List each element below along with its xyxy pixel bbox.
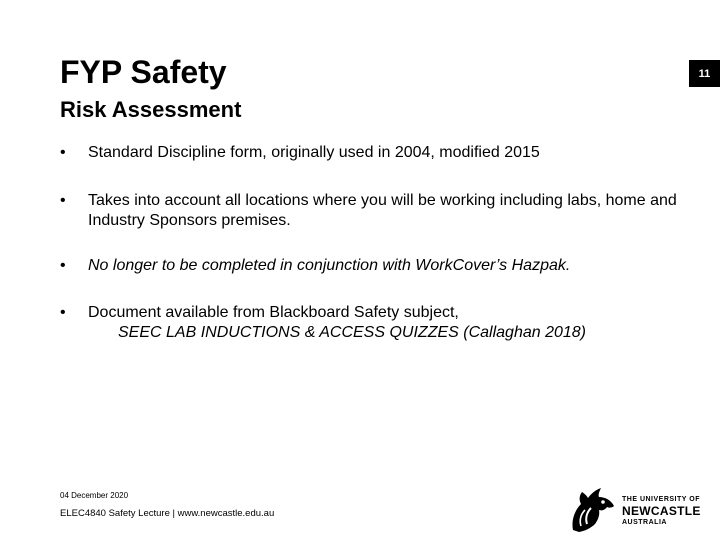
logo-wordmark	[622, 496, 701, 526]
bullet-text-line: Document available from Blackboard Safety subject,	[88, 304, 459, 321]
bullet-marker: •	[60, 257, 66, 274]
logo-line: THE UNIVERSITY OF	[622, 496, 700, 503]
university-logo	[567, 484, 702, 534]
bullet-text: No longer to be completed in conjunction with WorkCover’s Hazpak.	[88, 257, 571, 274]
footer-date: 04 December 2020	[60, 491, 129, 500]
bullet-marker: •	[60, 304, 66, 321]
bullet-text	[88, 303, 678, 343]
bullet-marker: •	[60, 144, 66, 161]
page-number-badge	[689, 60, 720, 87]
page-number: 11	[698, 67, 711, 80]
logo-line: AUSTRALIA	[622, 519, 667, 526]
bullet-text: Standard Discipline form, originally used in 2004, modified 2015	[88, 144, 540, 161]
footer-course: ELEC4840 Safety Lecture | www.newcastle.edu.au	[60, 508, 275, 519]
logo-line: NEWCASTLE	[622, 504, 701, 518]
bullet-text-line: SEEC LAB INDUCTIONS & ACCESS QUIZZES (Callaghan 2018)	[118, 324, 586, 341]
horse-head-icon	[567, 484, 617, 534]
bullet-text: Takes into account all locations where you will be working including labs, home and Industry Sponsors premises.	[88, 192, 677, 229]
slide-subtitle: Risk Assessment	[60, 97, 242, 122]
slide-title: FYP Safety	[60, 54, 227, 90]
bullet-marker: •	[60, 192, 66, 209]
